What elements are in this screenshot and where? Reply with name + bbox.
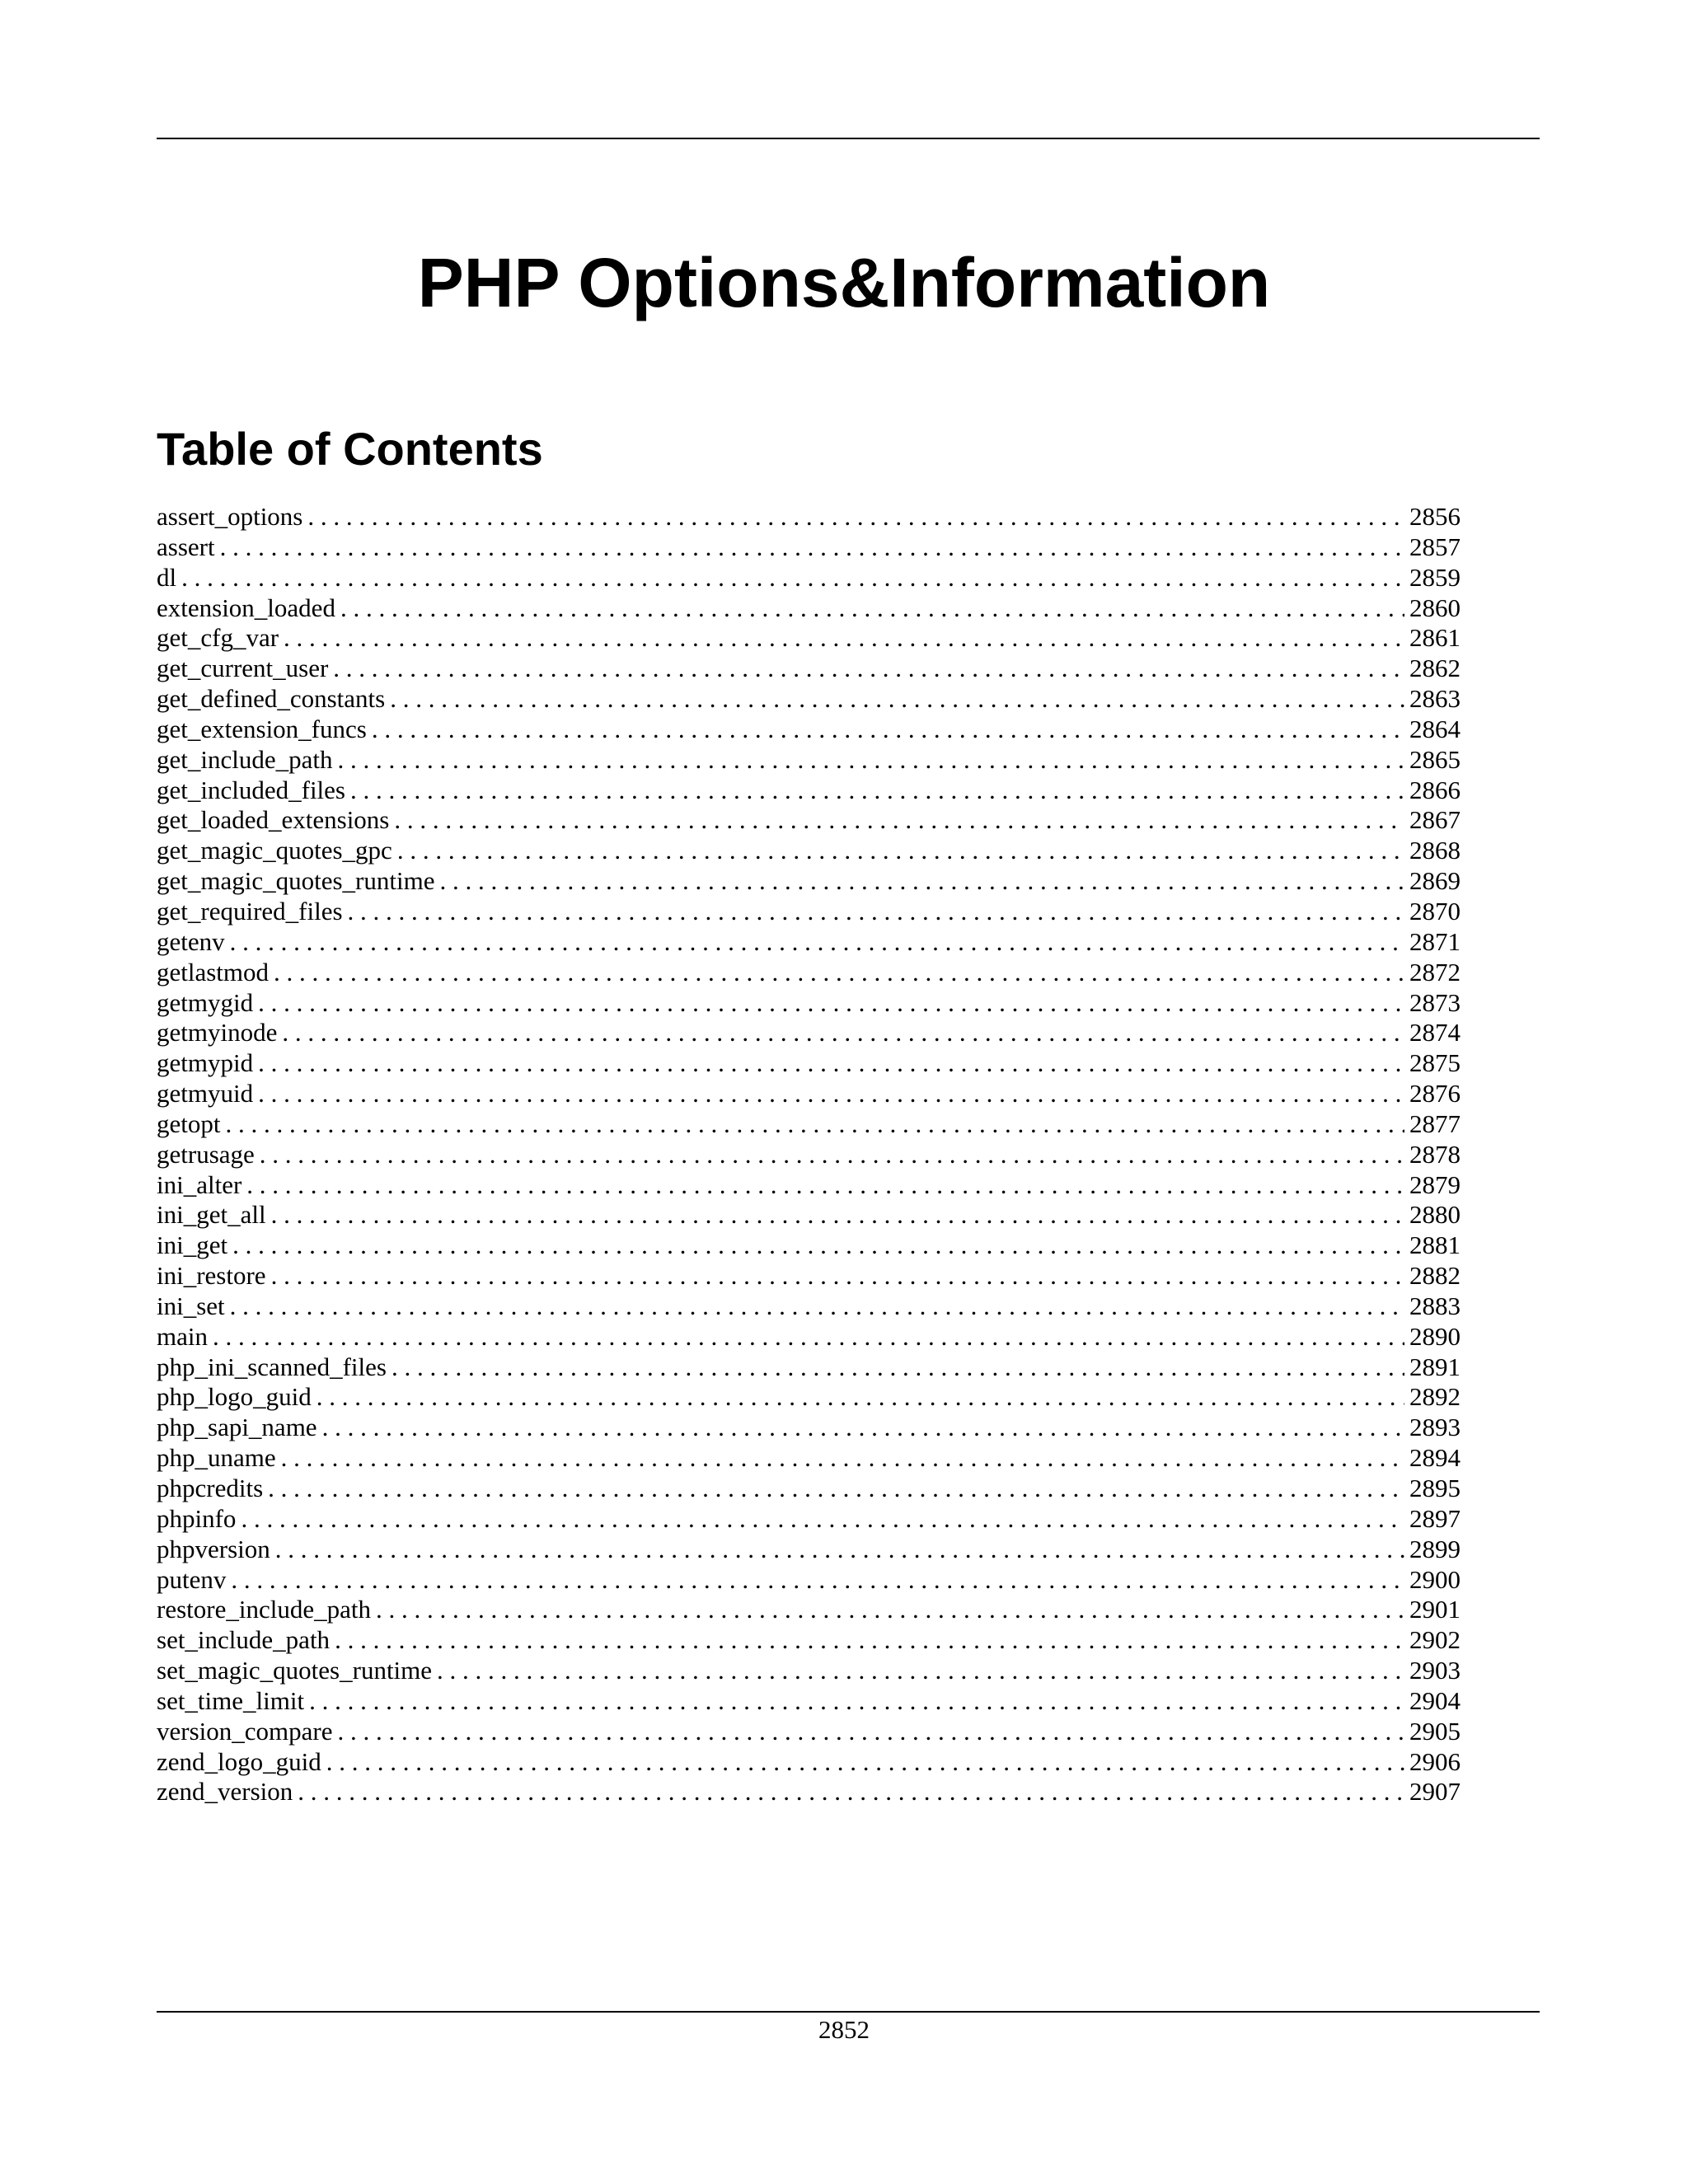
toc-entry-name: get_current_user [157,654,329,683]
toc-entry-page: 2873 [1409,987,1461,1017]
toc-entry[interactable] [157,1777,1461,1807]
toc-dot-leader [307,502,1404,532]
toc-entry-name: get_defined_constants [157,684,386,714]
toc-dot-leader [281,1443,1404,1474]
toc-entry[interactable] [157,715,1461,745]
toc-entry-name: ini_get [157,1230,228,1260]
toc-entry-page: 2895 [1409,1474,1461,1502]
toc-entry-name: getmypid [157,1048,254,1078]
toc-entry[interactable] [157,1474,1461,1504]
toc-entry-page: 2860 [1409,593,1461,622]
toc-dot-leader [226,1109,1405,1140]
toc-entry-page: 2893 [1409,1413,1461,1442]
toc-entry[interactable] [157,1109,1461,1140]
toc-dot-leader [390,684,1404,715]
toc-entry-page: 2897 [1409,1503,1461,1533]
toc-entry-page: 2870 [1409,896,1461,926]
toc-entry-name: ini_alter [157,1169,242,1199]
toc-entry[interactable] [157,563,1461,593]
toc-entry-page: 2856 [1409,502,1461,531]
toc-entry-page: 2902 [1409,1625,1461,1655]
toc-dot-leader [181,563,1404,593]
toc-entry[interactable] [157,988,1461,1019]
toc-dot-leader [258,1048,1404,1079]
toc-entry-name: get_magic_quotes_runtime [157,866,435,896]
toc-entry-page: 2875 [1409,1048,1461,1078]
toc-entry-page: 2904 [1409,1685,1461,1715]
toc-dot-leader [241,1504,1404,1535]
table-of-contents [157,502,1461,1807]
toc-entry[interactable] [157,532,1461,563]
toc-entry-page: 2882 [1409,1261,1461,1291]
toc-entry-name: get_cfg_var [157,623,279,653]
toc-dot-leader [284,623,1404,654]
toc-dot-leader [316,1382,1404,1413]
toc-entry-name: get_include_path [157,744,333,774]
toc-entry-name: getmygid [157,987,254,1017]
toc-dot-leader [231,1565,1404,1596]
toc-entry-name: get_magic_quotes_gpc [157,836,392,865]
toc-entry-page: 2901 [1409,1595,1461,1624]
toc-entry-name: version_compare [157,1716,333,1746]
toc-entry-name: assert [157,532,215,561]
toc-entry-page: 2876 [1409,1079,1461,1108]
toc-entry[interactable] [157,502,1461,532]
toc-entry-page: 2857 [1409,532,1461,561]
toc-dot-leader [232,1230,1404,1261]
toc-heading: Table of Contents [157,423,543,475]
toc-entry-page: 2867 [1409,805,1461,835]
toc-entry[interactable] [157,776,1461,806]
toc-entry[interactable] [157,1048,1461,1079]
toc-entry-page: 2869 [1409,866,1461,896]
toc-entry-name: set_time_limit [157,1685,305,1715]
toc-entry-page: 2906 [1409,1746,1461,1776]
toc-entry-name: ini_set [157,1291,225,1320]
toc-entry[interactable] [157,1535,1461,1565]
toc-entry-page: 2891 [1409,1352,1461,1381]
toc-entry-page: 2874 [1409,1018,1461,1047]
toc-entry[interactable] [157,1595,1461,1625]
toc-dot-leader [372,715,1404,745]
toc-entry-name: zend_version [157,1777,293,1807]
toc-entry-page: 2878 [1409,1139,1461,1169]
toc-entry-page: 2863 [1409,684,1461,714]
toc-entry-page: 2894 [1409,1443,1461,1473]
toc-dot-leader [260,1140,1404,1170]
toc-dot-leader [335,1625,1404,1656]
toc-entry[interactable] [157,1504,1461,1535]
toc-dot-leader [220,532,1404,563]
toc-entry[interactable] [157,1565,1461,1596]
toc-entry[interactable] [157,1261,1461,1291]
toc-entry-page: 2899 [1409,1534,1461,1563]
toc-entry-page: 2868 [1409,836,1461,865]
toc-entry-name: getrusage [157,1139,255,1169]
toc-entry-name: php_uname [157,1443,276,1473]
toc-entry-name: get_loaded_extensions [157,805,390,835]
toc-entry-page: 2872 [1409,957,1461,987]
toc-entry-name: phpversion [157,1534,270,1563]
toc-entry[interactable] [157,1413,1461,1443]
toc-entry-name: php_sapi_name [157,1413,317,1442]
toc-entry-name: assert_options [157,502,303,531]
toc-entry-name: php_logo_guid [157,1382,312,1412]
toc-dot-leader [258,1079,1404,1109]
toc-entry[interactable] [157,1686,1461,1717]
toc-dot-leader [274,958,1404,988]
toc-entry-page: 2862 [1409,654,1461,683]
toc-entry-page: 2880 [1409,1200,1461,1230]
toc-entry-name: phpcredits [157,1474,264,1502]
toc-dot-leader [275,1535,1404,1565]
toc-entry-name: getmyinode [157,1018,278,1047]
toc-entry[interactable] [157,1200,1461,1230]
toc-entry[interactable] [157,745,1461,776]
toc-entry-page: 2907 [1409,1777,1461,1807]
toc-dot-leader [282,1018,1404,1048]
toc-dot-leader [439,866,1404,897]
toc-entry-page: 2903 [1409,1656,1461,1685]
toc-entry-name: get_extension_funcs [157,714,367,743]
toc-entry-name: phpinfo [157,1503,237,1533]
toc-entry[interactable] [157,836,1461,866]
toc-entry-name: get_required_files [157,896,343,926]
toc-entry-page: 2883 [1409,1291,1461,1320]
toc-entry[interactable] [157,1443,1461,1474]
toc-entry-name: set_magic_quotes_runtime [157,1656,433,1685]
toc-entry-name: restore_include_path [157,1595,371,1624]
toc-entry[interactable] [157,1140,1461,1170]
toc-entry-page: 2892 [1409,1382,1461,1412]
toc-entry-page: 2865 [1409,744,1461,774]
toc-dot-leader [397,836,1404,866]
toc-dot-leader [271,1261,1404,1291]
header-rule [157,138,1540,139]
toc-entry-page: 2871 [1409,926,1461,956]
toc-entry-name: getlastmod [157,957,270,987]
page-number: 2852 [818,2015,870,2044]
toc-entry[interactable] [157,958,1461,988]
toc-entry-page: 2859 [1409,562,1461,592]
toc-entry[interactable] [157,1230,1461,1261]
toc-entry[interactable] [157,623,1461,654]
toc-dot-leader [338,745,1405,776]
toc-dot-leader [348,897,1404,927]
toc-entry-name: main [157,1321,208,1351]
toc-dot-leader [333,654,1404,684]
toc-entry-page: 2905 [1409,1716,1461,1746]
toc-dot-leader [326,1747,1404,1778]
toc-dot-leader [213,1322,1404,1352]
toc-dot-leader [258,988,1404,1019]
toc-entry-name: getenv [157,926,225,956]
toc-entry[interactable] [157,1322,1461,1352]
toc-entry-name: get_included_files [157,775,345,804]
toc-entry-name: ini_get_all [157,1200,266,1230]
toc-entry[interactable] [157,1717,1461,1747]
toc-entry-name: extension_loaded [157,593,335,622]
toc-entry-name: set_include_path [157,1625,331,1655]
toc-entry-name: getopt [157,1108,221,1138]
toc-entry-name: php_ini_scanned_files [157,1352,387,1381]
toc-entry[interactable] [157,1382,1461,1413]
toc-entry[interactable] [157,1170,1461,1201]
toc-entry[interactable] [157,684,1461,715]
toc-entry[interactable] [157,1352,1461,1383]
toc-entry[interactable] [157,1079,1461,1109]
toc-dot-leader [340,593,1404,624]
toc-entry-page: 2877 [1409,1108,1461,1138]
toc-entry-page: 2879 [1409,1169,1461,1199]
toc-entry[interactable] [157,927,1461,958]
toc-entry[interactable] [157,654,1461,684]
toc-dot-leader [298,1777,1404,1807]
toc-dot-leader [246,1170,1404,1201]
toc-entry-page: 2866 [1409,775,1461,804]
toc-dot-leader [322,1413,1404,1443]
toc-entry[interactable] [157,593,1461,624]
toc-entry-name: ini_restore [157,1261,266,1291]
toc-entry-name: zend_logo_guid [157,1746,321,1776]
toc-entry-page: 2864 [1409,714,1461,743]
toc-dot-leader [309,1686,1404,1717]
toc-entry-page: 2861 [1409,623,1461,653]
toc-entry-page: 2890 [1409,1321,1461,1351]
toc-entry[interactable] [157,866,1461,897]
toc-dot-leader [268,1474,1404,1504]
toc-dot-leader [350,776,1404,806]
toc-entry[interactable] [157,1018,1461,1048]
toc-entry-page: 2881 [1409,1230,1461,1260]
toc-dot-leader [230,1291,1404,1322]
toc-entry-name: dl [157,562,177,592]
toc-entry[interactable] [157,1747,1461,1778]
page-title: PHP Options&Information [417,244,1271,321]
toc-entry-page: 2900 [1409,1564,1461,1594]
toc-dot-leader [230,927,1404,958]
toc-entry-name: putenv [157,1564,227,1594]
toc-entry[interactable] [157,1291,1461,1322]
toc-entry-name: getmyuid [157,1079,254,1108]
toc-dot-leader [394,805,1404,836]
toc-entry[interactable] [157,1656,1461,1686]
toc-entry[interactable] [157,805,1461,836]
toc-dot-leader [392,1352,1404,1383]
toc-dot-leader [437,1656,1404,1686]
toc-dot-leader [271,1200,1404,1230]
toc-dot-leader [376,1595,1404,1625]
toc-entry[interactable] [157,897,1461,927]
toc-dot-leader [337,1717,1404,1747]
toc-entry[interactable] [157,1625,1461,1656]
